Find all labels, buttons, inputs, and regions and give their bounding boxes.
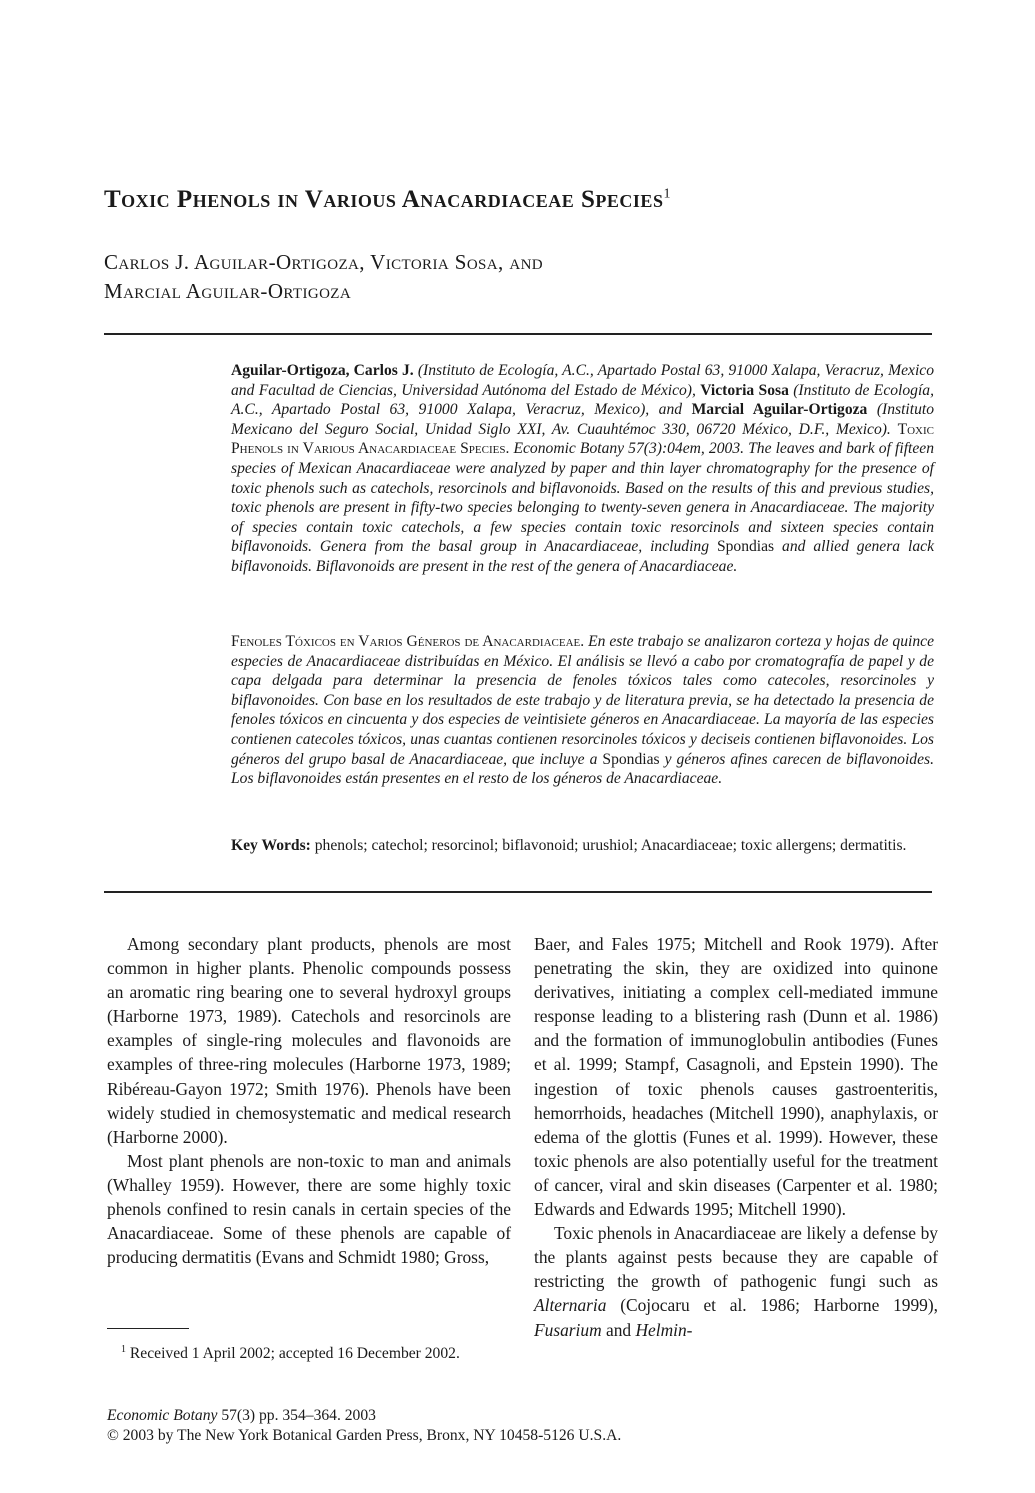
genus-helmin: Helmin- [635, 1319, 693, 1340]
abstract-en-title: Toxic Phenols in Various Anacardiaceae Species. [231, 420, 934, 458]
journal-citation [107, 1406, 376, 1426]
genus-fusarium: Fusarium [534, 1319, 602, 1340]
abstract-en-citation: Economic Botany 57(3):04em, 2003. [509, 440, 749, 458]
footnote-mark: 1 [121, 1344, 126, 1355]
footnote-text: Received 1 April 2002; accepted 16 December 2002. [126, 1345, 460, 1363]
author-line-2: Marcial Aguilar-Ortigoza [104, 279, 352, 303]
author-line-1: Carlos J. Aguilar-Ortigoza, Victoria Sosa, and [104, 250, 544, 274]
author1-name: Aguilar-Ortigoza, Carlos J. [231, 362, 414, 379]
author2-affiliation: (Instituto de Ecología, A.C., Apartado Postal 63, 91000 Xalapa, Veracruz, Mexico), and [231, 381, 934, 419]
footnote [107, 1340, 511, 1364]
abstract-en-text-2: and allied genera lack biflavonoids. Biflavonoids are present in the rest of the genera of Anacardiaceae. [231, 538, 934, 575]
author2-name: Victoria Sosa [700, 381, 789, 399]
abstract-es-text-1: En este trabajo se analizaron corteza y hojas de quince especies de Anacardiaceae distribuídas en México. El análisis se llevó a cabo por cromatografía de papel y de capa delgada para determinar la presencia de fenoles tóxicos tales como catecoles, resorcinoles y biflavonoides. Con base en los resultados de este trabajo y de literatura previa, se ha detectado la presencia de fenoles tóxicos en cincuenta y dos especies de veintisiete géneros en Anacardiaceae. La mayoría de las especies contienen catecoles tóxicos, unas cuantas contienen resorcinoles tóxicos y deciseis contienen biflavonoides. Los géneros del grupo basal de Anacardiaceae, que incluye a [231, 633, 934, 768]
author3-affiliation: (Instituto Mexicano del Seguro Social, Unidad Siglo XXI, Av. Cuauhtémoc 330, 06720 México, D.F., Mexico). [231, 401, 934, 438]
abstract-bottom-rule [104, 891, 932, 893]
abstract-es-title: Fenoles Tóxicos en Varios Géneros de Anacardiaceae. [231, 633, 585, 650]
abstract-es-genus: Spondias [602, 750, 660, 768]
article-title [104, 186, 944, 214]
body-paragraph-3: Baer, and Fales 1975; Mitchell and Rook 1979). After penetrating the skin, they are oxidized into quinone derivatives, initiating a complex cell-mediated immune response leading to a blistering rash (Dunn et al. 1986) and the formation of immunoglobulin antibodies (Funes et al. 1999; Stampf, Casagnoli, and Epstein 1990). The ingestion of toxic phenols causes gastroenteritis, hemorrhoids, headaches (Mitchell 1990), anaphylaxis, or edema of the glottis (Funes et al. 1999). However, these toxic phenols are also potentially useful for the treatment of cancer, viral and skin diseases (Carpenter et al. 1980; Edwards and Edwards 1995; Mitchell 1990). [534, 934, 938, 1220]
keywords-label: Key Words: [231, 837, 311, 854]
article-title-text: Toxic Phenols in Various Anacardiaceae Species [104, 186, 664, 213]
journal-name: Economic Botany [107, 1407, 218, 1424]
journal-volume-pages: 57(3) pp. 354–364. 2003 [217, 1407, 376, 1424]
genus-alternaria: Alternaria [534, 1295, 607, 1316]
body-paragraph-2: Most plant phenols are non-toxic to man and animals (Whalley 1959). However, there are some highly toxic phenols confined to resin canals in certain species of the Anacardiaceae. Some of these phenols are capable of producing dermatitis (Evans and Schmidt 1980; Gross, [107, 1150, 511, 1268]
abstract-en-text-1: The leaves and bark of fifteen species of Mexican Anacardiaceae were analyzed by paper and thin layer chromatography for the presence of toxic phenols such as catechols, resorcinols and biflavonoids. Based on the results of this and previous studies, toxic phenols are present in fifty-two species belonging to twenty-seven genera in Anacardiaceae. The majority of species contain toxic catechols, a few species contain toxic resorcinols and sixteen species contain biflavonoids. Genera from the basal group in Anacardiaceae, including [231, 440, 934, 556]
body-column-right [534, 932, 938, 1342]
abstract-top-rule [104, 333, 932, 335]
abstract-en-genus: Spondias [716, 538, 775, 556]
abstract-es-text-2: y géneros afines carecen de biflavonoides. Los biflavonoides están presentes en el resto de los géneros de Anacardiaceae. [231, 750, 934, 788]
author1-affiliation: (Instituto de Ecología, A.C., Apartado Postal 63, 91000 Xalapa, Veracruz, Mexico and Facultad de Ciencias, Universidad Autónoma del Estado de México), [231, 362, 934, 399]
body-p4-text-b: (Cojocaru et al. 1986; Harborne 1999), [606, 1295, 938, 1316]
footnote-rule [107, 1328, 189, 1329]
copyright-line: © 2003 by The New York Botanical Garden Press, Bronx, NY 10458-5126 U.S.A. [107, 1427, 622, 1444]
keywords-text: phenols; catechol; resorcinol; biflavonoid; urushiol; Anacardiaceae; toxic allergens; dermatitis. [310, 837, 907, 854]
abstract-spanish [231, 632, 934, 789]
body-paragraph-4 [534, 1221, 938, 1341]
abstract-english [231, 361, 934, 577]
author-list [104, 248, 944, 306]
author3-name: Marcial Aguilar-Ortigoza [691, 401, 868, 419]
title-footnote-mark: 1 [663, 186, 671, 202]
body-p4-text-c: and [601, 1319, 636, 1340]
body-paragraph-1: Among secondary plant products, phenols are most common in higher plants. Phenolic compounds possess an aromatic ring bearing one to several hydroxyl groups (Harborne 1973, 1989). Catechols and resorcinols are examples of single-ring molecules and flavonoids are examples of three-ring molecules (Harborne 1973, 1989; Ribéreau-Gayon 1972; Smith 1976). Phenols have been widely studied in chemosystematic and medical research (Harborne 2000). [107, 934, 511, 1147]
body-p4-text-a: Toxic phenols in Anacardiaceae are likely a defense by the plants against pests because they are capable of restricting the growth of pathogenic fungi such as [534, 1223, 938, 1292]
body-column-left [107, 932, 511, 1269]
keywords [231, 836, 934, 856]
